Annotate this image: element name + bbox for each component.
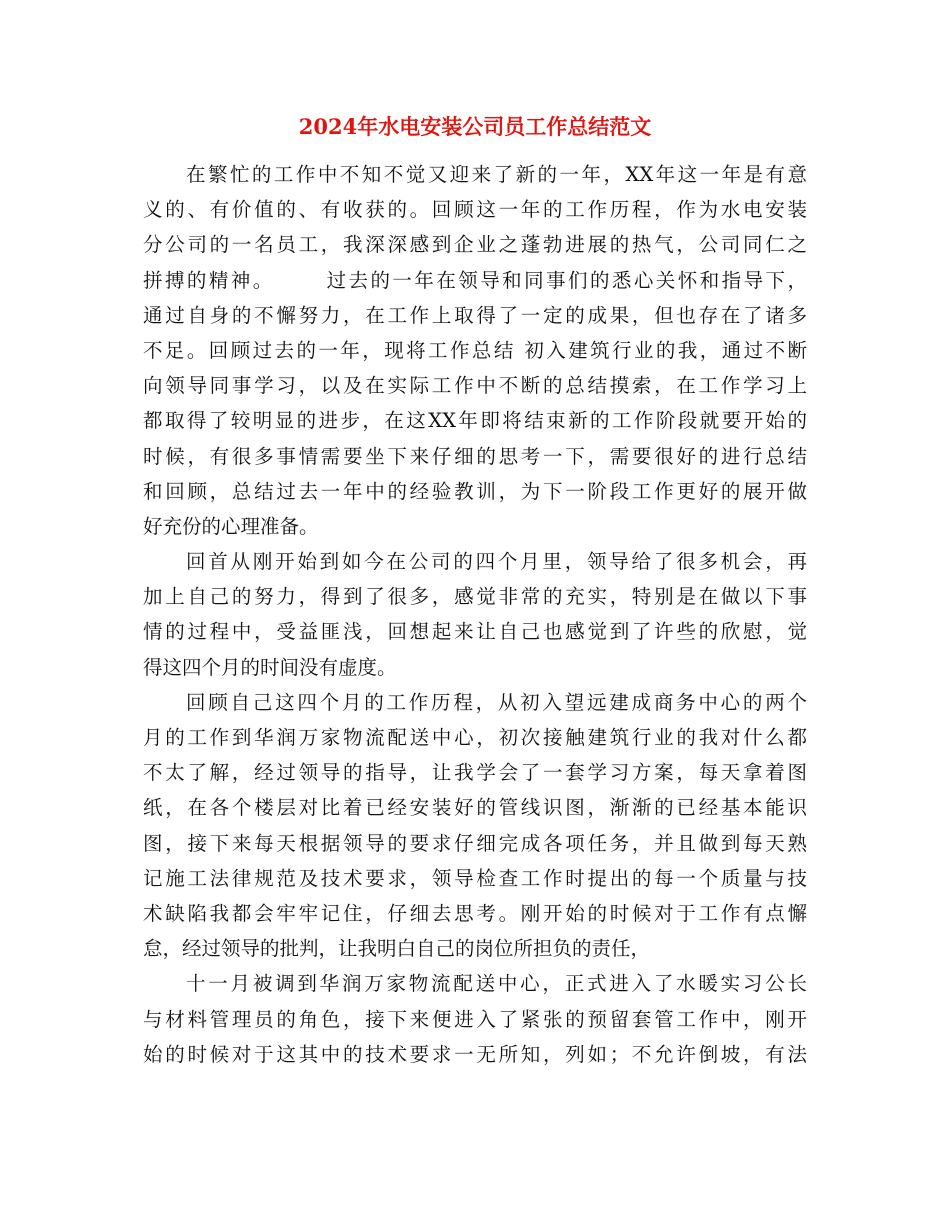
text-line: 不太了解，经过领导的指导，让我学会了一套学习方案，每天拿着图 [143,761,807,785]
text-line: 通过自身的不懈努力，在工作上取得了一定的成果，但也存在了诸多 [143,303,807,327]
text-line: 回顾自己这四个月的工作历程，从初入望远建成商务中心的两个 [186,690,807,714]
text-line: 分公司的一名员工，我深深感到企业之蓬勃进展的热气，公司同仁之 [143,233,807,257]
text-line: 都取得了较明显的进步，在这XX年即将结束新的工作阶段就要开始的 [143,409,807,433]
paragraph [143,685,807,967]
text-line: 不足。回顾过去的一年，现将工作总结 初入建筑行业的我，通过不断 [143,338,807,362]
paragraph [143,966,807,1072]
text-line: 术缺陷我都会牢牢记住，仔细去思考。刚开始的时候对于工作有点懈 [143,901,807,925]
text-line: 始的时候对于这其中的技术要求一无所知，列如；不允许倒坡，有法 [143,1042,807,1066]
text-line: 怠，经过领导的批判，让我明白自己的岗位所担负的责任， [143,937,651,961]
text-line: 时候，有很多事情需要坐下来仔细的思考一下，需要很好的进行总结 [143,444,807,468]
text-line: 和回顾，总结过去一年中的经验教训，为下一阶段工作更好的展开做 [143,479,807,503]
text-line: 在繁忙的工作中不知不觉又迎来了新的一年，XX年这一年是有意 [186,163,807,186]
text-line: 得这四个月的时间没有虚度。 [143,655,397,679]
text-line: 图，接下来每天根据领导的要求仔细完成各项任务，并且做到每天熟 [143,831,807,855]
document-body [143,157,807,1072]
text-line: 情的过程中，受益匪浅，回想起来让自己也感觉到了许些的欣慰，觉 [143,620,807,644]
text-line: 与材料管理员的角色，接下来便进入了紧张的预留套管工作中，刚开 [143,1007,807,1031]
text-line: 记施工法律规范及技术要求，领导检查工作时提出的每一个质量与技 [143,866,807,890]
text-line: 回首从刚开始到如今在公司的四个月里，领导给了很多机会，再 [186,550,807,574]
paragraph [143,157,807,544]
paragraph [143,544,807,685]
text-line: 拼搏的精神。 过去的一年在领导和同事们的悉心关怀和指导下， [143,268,807,292]
text-line: 加上自己的努力，得到了很多，感觉非常的充实，特别是在做以下事 [143,585,807,609]
text-line: 义的、有价值的、有收获的。回顾这一年的工作历程，作为水电安装 [143,198,807,222]
text-line: 月的工作到华润万家物流配送中心，初次接触建筑行业的我对什么都 [143,726,807,749]
text-line: 向领导同事学习，以及在实际工作中不断的总结摸索，在工作学习上 [143,374,807,398]
text-line: 好充份的心理准备。 [143,514,319,538]
text-line: 纸，在各个楼层对比着已经安装好的管线识图，渐渐的已经基本能识 [143,796,807,820]
document-title: 2024年水电安装公司员工作总结范文 [298,114,652,139]
text-line: 十一月被调到华润万家物流配送中心，正式进入了水暖实习公长 [186,972,807,996]
